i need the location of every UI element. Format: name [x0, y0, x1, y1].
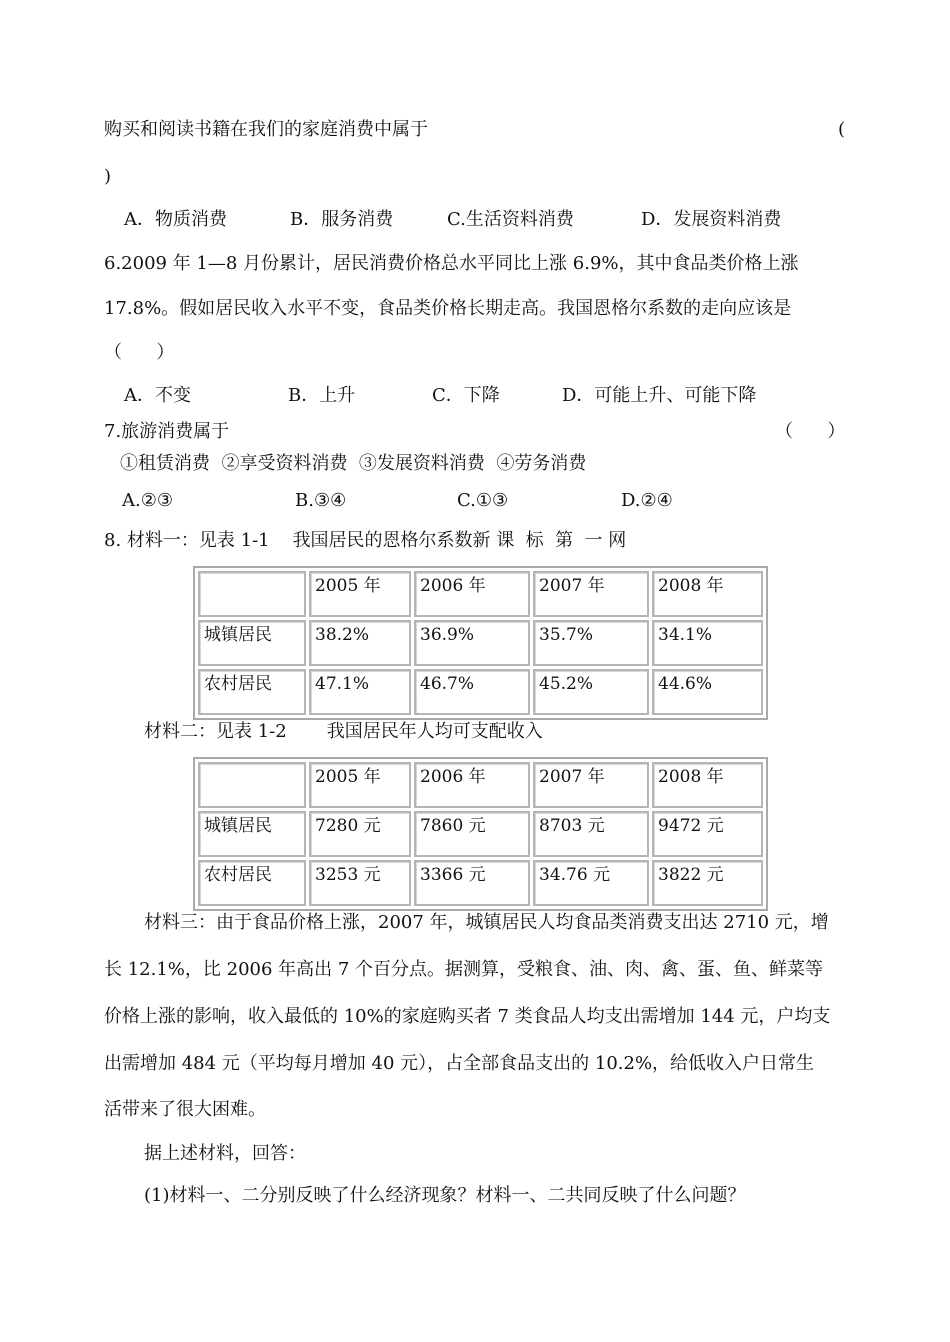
q5-option-d: D．发展资料消费 — [641, 209, 782, 230]
table-header-cell — [198, 571, 306, 617]
table-cell: 34.76 元 — [533, 860, 649, 906]
table-cell: 38.2% — [309, 620, 411, 666]
table-header-row — [198, 762, 763, 808]
q8-material2-title: 材料二：见表 1-2 我国居民年人均可支配收入 — [144, 721, 543, 742]
q7-paren: （ ） — [775, 421, 846, 442]
table-cell: 8703 元 — [533, 811, 649, 857]
table-header-cell: 2005 年 — [309, 571, 411, 617]
q6-line-2: 17.8%。假如居民收入水平不变，食品类价格长期走高。我国恩格尔系数的走向应该是 — [104, 298, 792, 319]
q6-option-b: B．上升 — [288, 385, 356, 406]
table-row — [198, 860, 763, 906]
table-header-cell: 2007 年 — [533, 762, 649, 808]
q7-option-b: B.③④ — [295, 490, 347, 511]
table-cell: 3253 元 — [309, 860, 411, 906]
q5-option-c: C.生活资料消费 — [447, 209, 574, 230]
q5-stem: 购买和阅读书籍在我们的家庭消费中属于 — [104, 119, 428, 140]
q8-material1-title: 8. 材料一：见表 1-1 我国居民的恩格尔系数新 课 标 第 一 网 — [104, 530, 627, 551]
table-cell: 城镇居民 — [198, 620, 306, 666]
table-cell: 7280 元 — [309, 811, 411, 857]
table-cell: 46.7% — [414, 669, 530, 715]
q8-material3-line-3: 价格上涨的影响，收入最低的 10%的家庭购买者 7 类食品人均支出需增加 144 元，户均支 — [104, 1006, 831, 1027]
table-row — [198, 811, 763, 857]
q8-material3-line-2: 长 12.1%，比 2006 年高出 7 个百分点。据测算，受粮食、油、肉、禽、蛋、鱼、鲜菜等 — [104, 959, 824, 980]
table-cell: 34.1% — [652, 620, 763, 666]
table-header-cell — [198, 762, 306, 808]
table-cell: 35.7% — [533, 620, 649, 666]
q6-option-a: A．不变 — [124, 385, 191, 406]
table-cell: 9472 元 — [652, 811, 763, 857]
q6-option-d: D．可能上升、可能下降 — [562, 385, 757, 406]
q7-option-c: C.①③ — [457, 490, 509, 511]
table-cell: 44.6% — [652, 669, 763, 715]
table-cell: 城镇居民 — [198, 811, 306, 857]
table-row — [198, 669, 763, 715]
q8-prompt: 据上述材料，回答： — [144, 1143, 306, 1164]
q7-option-d: D.②④ — [621, 490, 673, 511]
q8-material3-line-1: 材料三：由于食品价格上涨，2007 年，城镇居民人均食品类消费支出达 2710 元，增 — [144, 912, 829, 933]
table-cell: 7860 元 — [414, 811, 530, 857]
table-header-row — [198, 571, 763, 617]
table-cell: 47.1% — [309, 669, 411, 715]
table-header-cell: 2007 年 — [533, 571, 649, 617]
q7-option-a: A.②③ — [122, 490, 173, 511]
q5-option-b: B．服务消费 — [290, 209, 394, 230]
q5-option-a: A．物质消费 — [124, 209, 227, 230]
table-header-cell: 2008 年 — [652, 762, 763, 808]
engel-coefficient-table — [193, 566, 768, 720]
table-row — [198, 620, 763, 666]
table-cell: 3366 元 — [414, 860, 530, 906]
disposable-income-table — [193, 757, 768, 911]
table-cell: 农村居民 — [198, 860, 306, 906]
table-header-cell: 2006 年 — [414, 571, 530, 617]
q8-material3-line-5: 活带来了很大困难。 — [104, 1099, 266, 1120]
q6-line-1: 6.2009 年 1—8 月份累计，居民消费价格总水平同比上涨 6.9%，其中食品类价格上涨 — [104, 253, 799, 274]
table-cell: 36.9% — [414, 620, 530, 666]
q7-items: ①租赁消费 ②享受资料消费 ③发展资料消费 ④劳务消费 — [120, 453, 587, 474]
q6-option-c: C．下降 — [432, 385, 500, 406]
q8-question-1: (1)材料一、二分别反映了什么经济现象？材料一、二共同反映了什么问题？ — [144, 1185, 746, 1206]
q5-paren-close: ) — [104, 166, 112, 187]
table-header-cell: 2006 年 — [414, 762, 530, 808]
q5-paren-open: ( — [838, 119, 846, 140]
table-cell: 3822 元 — [652, 860, 763, 906]
q7-stem: 7.旅游消费属于 — [104, 421, 230, 442]
table-cell: 农村居民 — [198, 669, 306, 715]
q8-material3-line-4: 出需增加 484 元（平均每月增加 40 元），占全部食品支出的 10.2%，给低收入户日常生 — [104, 1053, 815, 1074]
table-cell: 45.2% — [533, 669, 649, 715]
table-header-cell: 2008 年 — [652, 571, 763, 617]
table-header-cell: 2005 年 — [309, 762, 411, 808]
q6-paren: （ ） — [104, 342, 175, 363]
